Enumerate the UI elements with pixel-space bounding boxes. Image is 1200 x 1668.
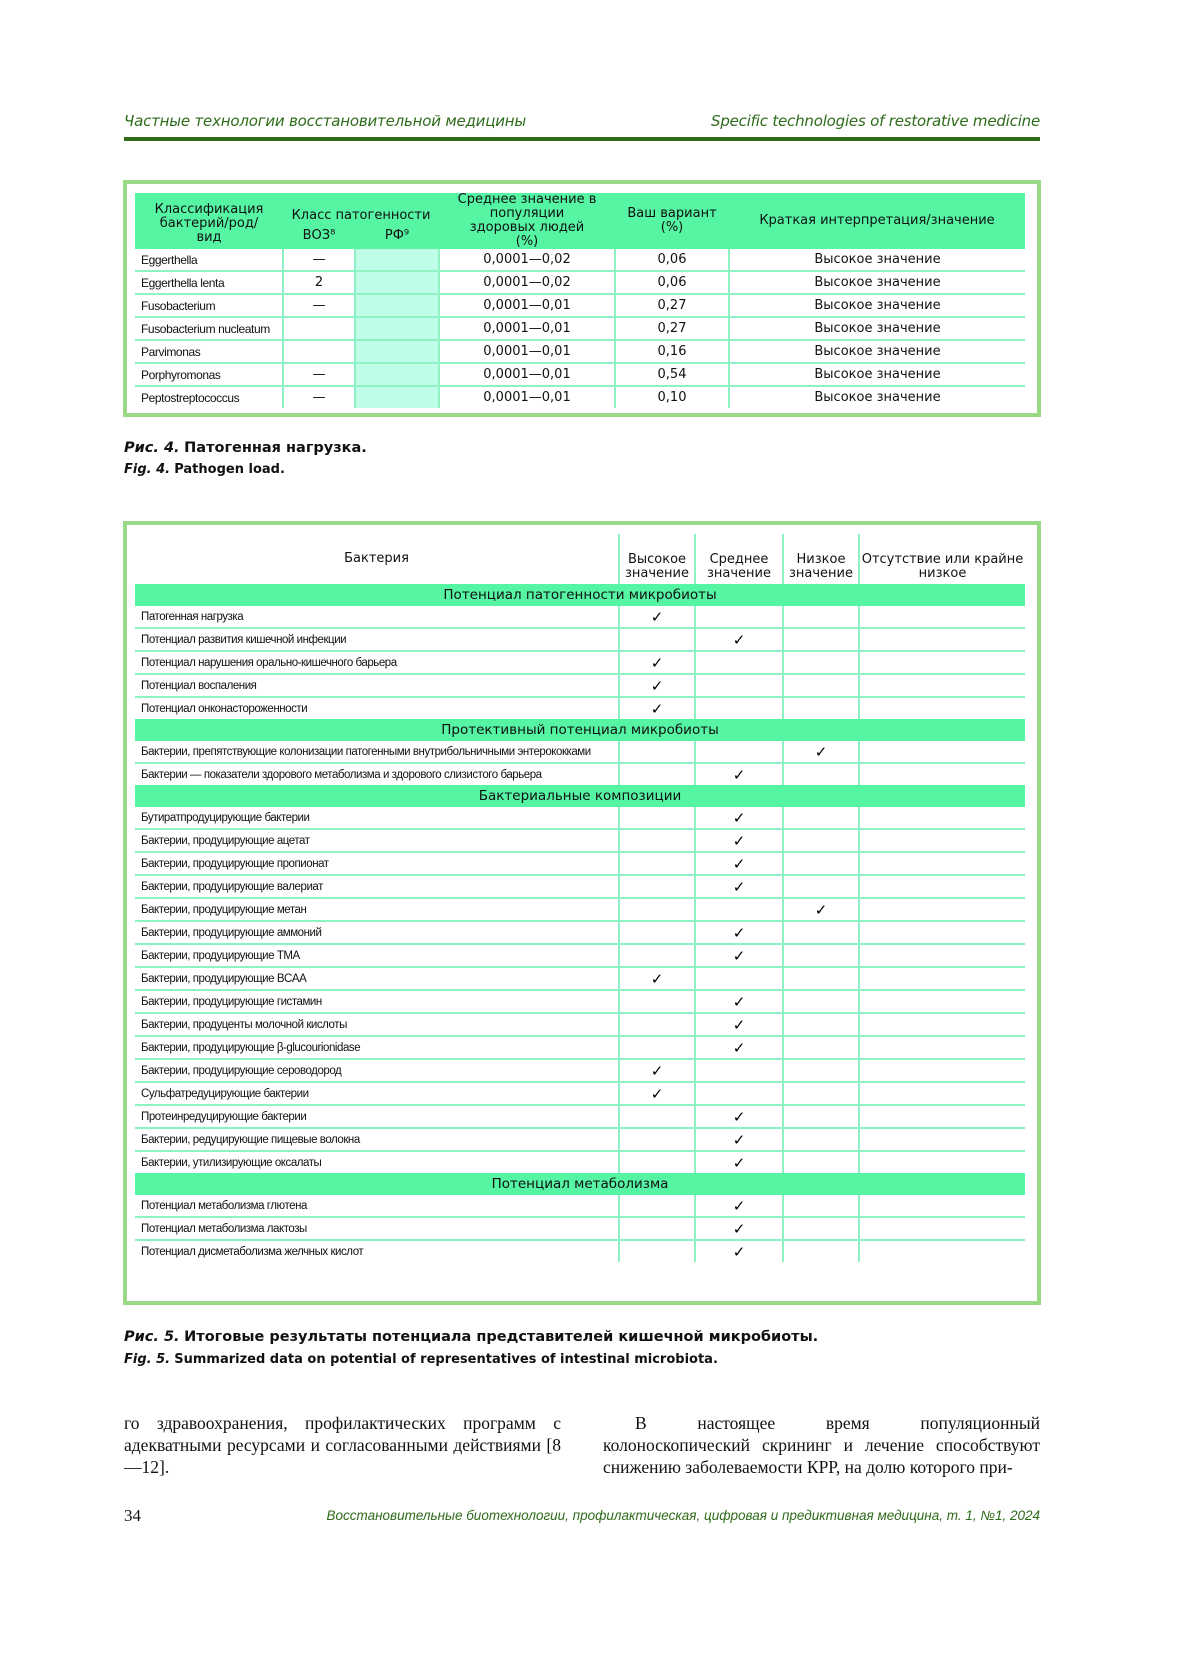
row-label: Потенциал воспаления (135, 674, 619, 697)
cell-absent (859, 697, 1025, 719)
row-label: Потенциал онконастороженности (135, 697, 619, 719)
row-label: Бактерии, редуцирующие пищевые волокна (135, 1128, 619, 1151)
table-row (135, 651, 1025, 674)
header-medium: Среднее значение (695, 534, 783, 584)
table-row (135, 1036, 1025, 1059)
cell-high (619, 967, 695, 990)
cell-low (783, 829, 859, 852)
row-label: Потенциал дисметаболизма желчных кислот (135, 1240, 619, 1262)
cell-medium (695, 921, 783, 944)
cell-low (783, 674, 859, 697)
cell-medium (695, 1195, 783, 1217)
checkmark-icon: ✓ (650, 1084, 664, 1103)
cell-absent (859, 1013, 1025, 1036)
figure-4-caption-ru: Рис. 4. Патогенная нагрузка. (124, 440, 367, 456)
section-title: Потенциал метаболизма (135, 1173, 1025, 1195)
checkmark-icon: ✓ (732, 992, 746, 1011)
cell-absent (859, 829, 1025, 852)
table-row (135, 741, 1025, 763)
interpretation: Высокое значение (729, 271, 1025, 294)
bacteria-name: Peptostreptococcus (141, 390, 240, 405)
interpretation: Высокое значение (729, 363, 1025, 386)
body-text-left-column: го здравоохранения, профилактических программ с адекватными ресурсами и согласованными действиями [8—12]. (124, 1413, 561, 1477)
cell-high (619, 651, 695, 674)
header-absent: Отсутствие или крайне низкое (859, 534, 1025, 584)
checkmark-icon: ✓ (650, 969, 664, 988)
cell-absent (859, 674, 1025, 697)
cell-medium (695, 628, 783, 651)
table-row (135, 807, 1025, 829)
who-class: — (283, 363, 355, 386)
table-row (135, 1105, 1025, 1128)
cell-absent (859, 1128, 1025, 1151)
row-label: Бактерии, продуцирующие метан (135, 898, 619, 921)
table-row (135, 606, 1025, 628)
header-rf: РФ⁹ (355, 223, 439, 249)
cell-high (619, 944, 695, 967)
row-label: Бактерии, утилизирующие оксалаты (135, 1151, 619, 1173)
cell-absent (859, 651, 1025, 674)
table-row (135, 1059, 1025, 1082)
cell-absent (859, 1217, 1025, 1240)
row-label: Бактерии, препятствующие колонизации патогенными внутрибольничными энтерококками (141, 745, 591, 758)
bacteria-name: Parvimonas (135, 340, 283, 363)
row-label: Бактерии, продуцирующие пропионат (135, 852, 619, 875)
bacteria-name: Eggerthella (135, 249, 283, 271)
your-value: 0,27 (615, 294, 729, 317)
table-row (135, 249, 1025, 271)
cell-high (619, 875, 695, 898)
row-label: Потенциал метаболизма лактозы (135, 1217, 619, 1240)
cell-absent (859, 1151, 1025, 1173)
rf-class (355, 317, 439, 340)
cell-medium (695, 651, 783, 674)
your-value: 0,16 (615, 340, 729, 363)
table-row (135, 852, 1025, 875)
rf-class (355, 363, 439, 386)
checkmark-icon: ✓ (814, 742, 828, 761)
body-text-right-column: В настоящее время популяционный колоноскопический скрининг и лечение способствуют снижению заболеваемости КРР, на долю которого при- (603, 1413, 1040, 1477)
cell-absent (859, 1105, 1025, 1128)
cell-medium (695, 852, 783, 875)
cell-low (783, 697, 859, 719)
cell-low (783, 628, 859, 651)
cell-high (619, 628, 695, 651)
figure-5-caption-en: Fig. 5. Summarized data on potential of representatives of intestinal microbiota. (124, 1352, 718, 1367)
cell-absent (859, 944, 1025, 967)
cell-low (783, 1013, 859, 1036)
mean-range: 0,0001—0,01 (439, 340, 615, 363)
page-number: 34 (124, 1506, 141, 1525)
cell-low (783, 1217, 859, 1240)
checkmark-icon: ✓ (732, 1219, 746, 1238)
table-row (135, 875, 1025, 898)
who-class: 2 (283, 271, 355, 294)
running-head-en: Specific technologies of restorative medicine (711, 112, 1040, 130)
row-label: Бактерии, продуцирующие валериат (135, 875, 619, 898)
cell-low (783, 852, 859, 875)
bacteria-name: Fusobacterium (135, 294, 283, 317)
checkmark-icon: ✓ (732, 831, 746, 850)
cell-high (619, 1128, 695, 1151)
header-classification: Классификация бактерий/род/вид (135, 193, 283, 249)
bacteria-name: Porphyromonas (135, 363, 283, 386)
your-value: 0,06 (615, 249, 729, 271)
checkmark-icon: ✓ (650, 653, 664, 672)
checkmark-icon: ✓ (732, 1038, 746, 1057)
table-row (135, 363, 1025, 386)
interpretation: Высокое значение (729, 386, 1025, 408)
row-label: Потенциал метаболизма глютена (141, 1199, 307, 1212)
cell-medium (695, 1082, 783, 1105)
checkmark-icon: ✓ (732, 1242, 746, 1261)
cell-absent (859, 807, 1025, 829)
checkmark-icon: ✓ (650, 607, 664, 626)
cell-absent (859, 967, 1025, 990)
row-label: Бактерии, продуценты молочной кислоты (135, 1013, 619, 1036)
rf-class (355, 271, 439, 294)
checkmark-icon: ✓ (732, 923, 746, 942)
checkmark-icon: ✓ (650, 676, 664, 695)
checkmark-icon: ✓ (732, 765, 746, 784)
table-row (135, 1240, 1025, 1262)
table-row (135, 340, 1025, 363)
rf-class (355, 386, 439, 408)
cell-high (619, 898, 695, 921)
checkmark-icon: ✓ (732, 808, 746, 827)
interpretation: Высокое значение (729, 317, 1025, 340)
section-header-row (135, 719, 1025, 741)
cell-absent (859, 852, 1025, 875)
rf-class (355, 340, 439, 363)
table-row (135, 944, 1025, 967)
table-row (135, 697, 1025, 719)
checkmark-icon: ✓ (732, 1107, 746, 1126)
checkmark-icon: ✓ (732, 877, 746, 896)
cell-medium (695, 741, 783, 763)
cell-low (783, 741, 859, 763)
cell-medium (695, 1036, 783, 1059)
table-row (135, 1195, 1025, 1217)
section-header-row (135, 1173, 1025, 1195)
row-label: Потенциал нарушения орально-кишечного барьера (135, 651, 619, 674)
cell-absent (859, 990, 1025, 1013)
checkmark-icon: ✓ (814, 900, 828, 919)
checkmark-icon: ✓ (732, 1015, 746, 1034)
table-row (135, 1151, 1025, 1173)
cell-medium (695, 763, 783, 785)
cell-high (619, 1059, 695, 1082)
cell-low (783, 1195, 859, 1217)
interpretation: Высокое значение (729, 294, 1025, 317)
header-pathogenicity-class: Класс патогенности (283, 193, 439, 223)
mean-range: 0,0001—0,02 (439, 271, 615, 294)
who-class: — (283, 294, 355, 317)
row-label: Сульфатредуцирующие бактерии (135, 1082, 619, 1105)
cell-low (783, 875, 859, 898)
cell-high (619, 763, 695, 785)
table-row (135, 829, 1025, 852)
cell-medium (695, 1128, 783, 1151)
table-row (135, 386, 1025, 408)
running-head (124, 112, 1040, 136)
cell-low (783, 763, 859, 785)
cell-high (619, 1195, 695, 1217)
cell-absent (859, 628, 1025, 651)
cell-absent (859, 1082, 1025, 1105)
row-label: Бактерии, продуцирующие TMA (135, 944, 619, 967)
cell-medium (695, 898, 783, 921)
cell-high (619, 606, 695, 628)
cell-high (619, 1082, 695, 1105)
figure-4-caption-en: Fig. 4. Pathogen load. (124, 462, 285, 477)
cell-low (783, 1240, 859, 1262)
rf-class (355, 294, 439, 317)
table-row (135, 271, 1025, 294)
cell-medium (695, 1240, 783, 1262)
cell-high (619, 1151, 695, 1173)
row-label: Бактерии, продуцирующие β-glucourionidase (135, 1036, 619, 1059)
checkmark-icon: ✓ (732, 854, 746, 873)
checkmark-icon: ✓ (732, 1196, 746, 1215)
cell-low (783, 898, 859, 921)
table-row (135, 317, 1025, 340)
cell-low (783, 1036, 859, 1059)
section-header-row (135, 785, 1025, 807)
header-your-value: Ваш вариант (%) (615, 193, 729, 249)
cell-medium (695, 1217, 783, 1240)
who-class: — (283, 249, 355, 271)
header-who: ВОЗ⁸ (283, 223, 355, 249)
header-mean-value: Среднее значение в популяции здоровых людей (%) (439, 193, 615, 249)
cell-medium (695, 1059, 783, 1082)
cell-medium (695, 674, 783, 697)
mean-range: 0,0001—0,01 (439, 294, 615, 317)
cell-medium (695, 1151, 783, 1173)
rf-class (355, 249, 439, 271)
section-title: Бактериальные композиции (135, 785, 1025, 807)
cell-low (783, 1082, 859, 1105)
cell-low (783, 967, 859, 990)
table-row (135, 967, 1025, 990)
pathogen-load-table (135, 193, 1025, 408)
table-row (135, 1013, 1025, 1036)
interpretation: Высокое значение (729, 340, 1025, 363)
cell-medium (695, 606, 783, 628)
cell-low (783, 944, 859, 967)
cell-medium (695, 875, 783, 898)
figure-5-caption-ru: Рис. 5. Итоговые результаты потенциала представителей кишечной микробиоты. (124, 1329, 819, 1345)
cell-medium (695, 990, 783, 1013)
cell-low (783, 990, 859, 1013)
bacteria-name: Eggerthella lenta (135, 271, 283, 294)
cell-absent (859, 1036, 1025, 1059)
cell-medium (695, 944, 783, 967)
cell-high (619, 674, 695, 697)
cell-low (783, 606, 859, 628)
cell-high (619, 1217, 695, 1240)
your-value: 0,06 (615, 271, 729, 294)
your-value: 0,10 (615, 386, 729, 408)
your-value: 0,27 (615, 317, 729, 340)
cell-medium (695, 1013, 783, 1036)
table-row (135, 628, 1025, 651)
cell-absent (859, 741, 1025, 763)
checkmark-icon: ✓ (732, 1130, 746, 1149)
mean-range: 0,0001—0,01 (439, 317, 615, 340)
cell-high (619, 1240, 695, 1262)
figure-5-frame (123, 521, 1041, 1305)
section-header-row (135, 584, 1025, 606)
row-label: Бактерии, продуцирующие ацетат (135, 829, 619, 852)
cell-high (619, 852, 695, 875)
table-row (135, 898, 1025, 921)
cell-high (619, 921, 695, 944)
cell-absent (859, 898, 1025, 921)
cell-high (619, 829, 695, 852)
cell-low (783, 1128, 859, 1151)
who-class (283, 317, 355, 340)
header-low: Низкое значение (783, 534, 859, 584)
interpretation: Высокое значение (729, 249, 1025, 271)
cell-medium (695, 967, 783, 990)
row-label: Патогенная нагрузка (141, 610, 244, 623)
cell-medium (695, 807, 783, 829)
journal-footer: Восстановительные биотехнологии, профилактическая, цифровая и предиктивная медицина, т. 1, №1, 2024 (326, 1508, 1040, 1523)
running-head-ru: Частные технологии восстановительной медицины (124, 112, 527, 130)
row-label: Бактерии, продуцирующие гистамин (135, 990, 619, 1013)
table-row (135, 1082, 1025, 1105)
table-row (135, 674, 1025, 697)
cell-absent (859, 606, 1025, 628)
cell-high (619, 1036, 695, 1059)
cell-low (783, 1059, 859, 1082)
section-title: Протективный потенциал микробиоты (135, 719, 1025, 741)
cell-absent (859, 1240, 1025, 1262)
figure-4-frame (123, 180, 1041, 417)
mean-range: 0,0001—0,01 (439, 363, 615, 386)
cell-high (619, 697, 695, 719)
table-row (135, 921, 1025, 944)
header-interpretation: Краткая интерпретация/значение (729, 193, 1025, 249)
row-label: Потенциал развития кишечной инфекции (135, 628, 619, 651)
header-bacteria: Бактерия (344, 551, 409, 566)
table-row (135, 990, 1025, 1013)
table-row (135, 1217, 1025, 1240)
row-label: Бактерии — показатели здорового метаболизма и здорового слизистого барьера (135, 763, 619, 785)
row-label: Бактерии, продуцирующие сероводород (135, 1059, 619, 1082)
header-rule (124, 137, 1040, 141)
mean-range: 0,0001—0,01 (439, 386, 615, 408)
cell-absent (859, 1195, 1025, 1217)
header-high: Высокое значение (619, 534, 695, 584)
table-row (135, 1128, 1025, 1151)
mean-range: 0,0001—0,02 (439, 249, 615, 271)
row-label: Протеинредуцирующие бактерии (135, 1105, 619, 1128)
who-class: — (283, 386, 355, 408)
cell-high (619, 807, 695, 829)
who-class (283, 340, 355, 363)
checkmark-icon: ✓ (732, 630, 746, 649)
checkmark-icon: ✓ (650, 1061, 664, 1080)
cell-high (619, 741, 695, 763)
cell-medium (695, 829, 783, 852)
cell-high (619, 1013, 695, 1036)
cell-low (783, 807, 859, 829)
cell-absent (859, 763, 1025, 785)
cell-absent (859, 921, 1025, 944)
checkmark-icon: ✓ (650, 699, 664, 718)
row-label: Бактерии, продуцирующие BCAA (135, 967, 619, 990)
cell-absent (859, 875, 1025, 898)
section-title: Потенциал патогенности микробиоты (135, 584, 1025, 606)
row-label: Бактерии, продуцирующие аммоний (135, 921, 619, 944)
microbiota-summary-table (135, 534, 1025, 1262)
cell-high (619, 1105, 695, 1128)
cell-low (783, 1151, 859, 1173)
your-value: 0,54 (615, 363, 729, 386)
cell-medium (695, 697, 783, 719)
cell-low (783, 651, 859, 674)
checkmark-icon: ✓ (732, 1153, 746, 1172)
cell-medium (695, 1105, 783, 1128)
cell-high (619, 990, 695, 1013)
cell-absent (859, 1059, 1025, 1082)
table-row (135, 763, 1025, 785)
row-label: Бутиратпродуцирующие бактерии (141, 811, 310, 824)
bacteria-name: Fusobacterium nucleatum (135, 317, 283, 340)
cell-low (783, 1105, 859, 1128)
checkmark-icon: ✓ (732, 946, 746, 965)
cell-low (783, 921, 859, 944)
table-row (135, 294, 1025, 317)
